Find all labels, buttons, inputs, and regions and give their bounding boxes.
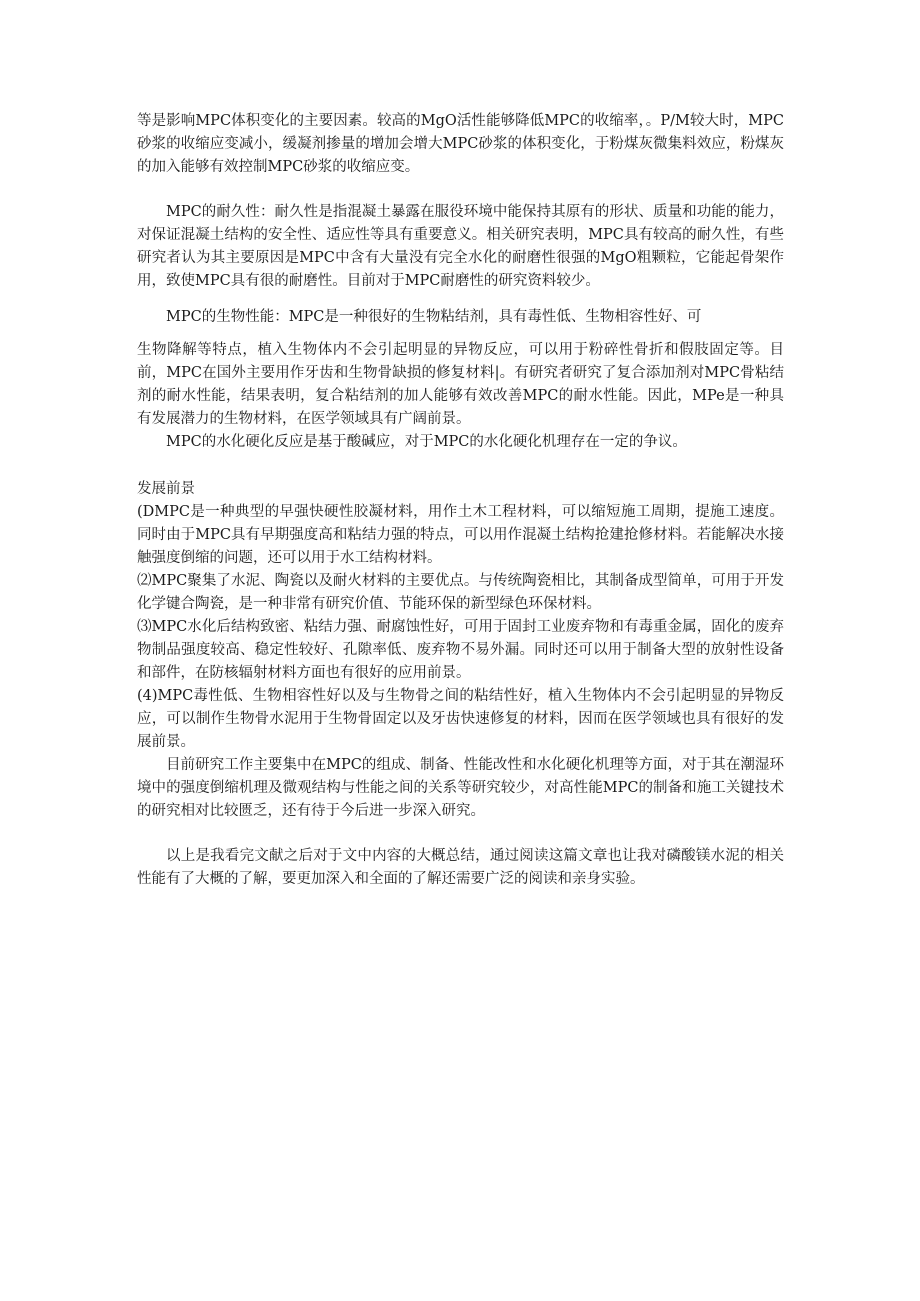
- prospect-item-4: (4)MPC毒性低、生物相容性好以及与生物骨之间的粘结性好，植入生物体内不会引起明显的异物反应，可以制作生物骨水泥用于生物骨固定以及牙齿快速修复的材料，因而在医学领域也具有很好的发展前景。: [137, 688, 784, 750]
- paragraph-summary: 以上是我看完文献之后对于文中内容的大概总结，通过阅读这篇文章也让我对磷酸镁水泥的相关性能有了大概的了解，要更加深入和全面的了解还需要广泛的阅读和亲身实验。: [137, 848, 784, 887]
- prospect-item-2: ⑵MPC聚集了水泥、陶瓷以及耐火材料的主要优点。与传统陶瓷相比，其制备成型简单，可用于开发化学键合陶瓷，是一种非常有研究价值、节能环保的新型绿色环保材料。: [137, 573, 784, 612]
- paragraph-hydration: MPC的水化硬化反应是基于酸碱应，对于MPC的水化硬化机理存在一定的争议。: [166, 434, 687, 450]
- paragraph-shrinkage: 等是影响MPC体积变化的主要因素。较高的MgO活性能够降低MPC的收缩率，。P/M较大时，MPC砂浆的收缩应变减小，缓凝剂掺量的增加会增大MPC砂浆的体积变化，于粉煤灰微集料效应，粉煤灰的加入能够有效控制MPC砂浆的收缩应变。: [137, 113, 784, 175]
- paragraph-durability: MPC的耐久性：耐久性是指混凝土暴露在服役环境中能保持其原有的形状、质量和功能的能力，对保证混凝土结构的安全性、适应性等具有重要意义。相关研究表明，MPC具有较高的耐久性，有些研究者认为其主要原因是MPC中含有大量没有完全水化的耐磨性很强的MgO粗颗粒，它能起骨架作用，致使MPC具有很的耐磨性。目前对于MPC耐磨性的研究资料较少。: [137, 204, 784, 289]
- paragraph-current-research: 目前研究工作主要集中在MPC的组成、制备、性能改性和水化硬化机理等方面，对于其在潮湿环境中的强度倒缩机理及微观结构与性能之间的关系等研究较少，对高性能MPC的制备和施工关键技术的研究相对比较匮乏，还有待于今后进一步深入研究。: [137, 757, 784, 819]
- paragraph-biological-detail: 生物降解等特点，植入生物体内不会引起明显的异物反应，可以用于粉碎性骨折和假肢固定等。目前，MPC在国外主要用作牙齿和生物骨缺损的修复材料|。有研究者研究了复合添加剂对MPC骨粘结剂的耐水性能，结果表明，复合粘结剂的加人能够有效改善MPC的耐水性能。因此，MPe是一种具有发展潜力的生物材料，在医学领域具有广阔前景。: [137, 342, 784, 427]
- document-body: [137, 110, 784, 891]
- paragraph-biological-intro: MPC的生物性能：MPC是一种很好的生物粘结剂，具有毒性低、生物相容性好、可: [166, 309, 702, 325]
- prospect-item-3: ⑶MPC水化后结构致密、粘结力强、耐腐蚀性好，可用于固封工业废弃物和有毒重金属，固化的废弃物制品强度较高、稳定性较好、孔隙率低、废弃物不易外漏。同时还可以用于制备大型的放射性设备和部件，在防核辐射材料方面也有很好的应用前景。: [137, 619, 784, 681]
- section-heading-prospects: 发展前景: [137, 481, 195, 497]
- prospect-item-1: (DMPC是一种典型的早强快硬性胶凝材料，用作土木工程材料，可以缩短施工周期，提施工速度。同时由于MPC具有早期强度高和粘结力强的特点，可以用作混凝土结构抢建抢修材料。若能解决水接触强度倒缩的问题，还可以用于水工结构材料。: [137, 504, 784, 566]
